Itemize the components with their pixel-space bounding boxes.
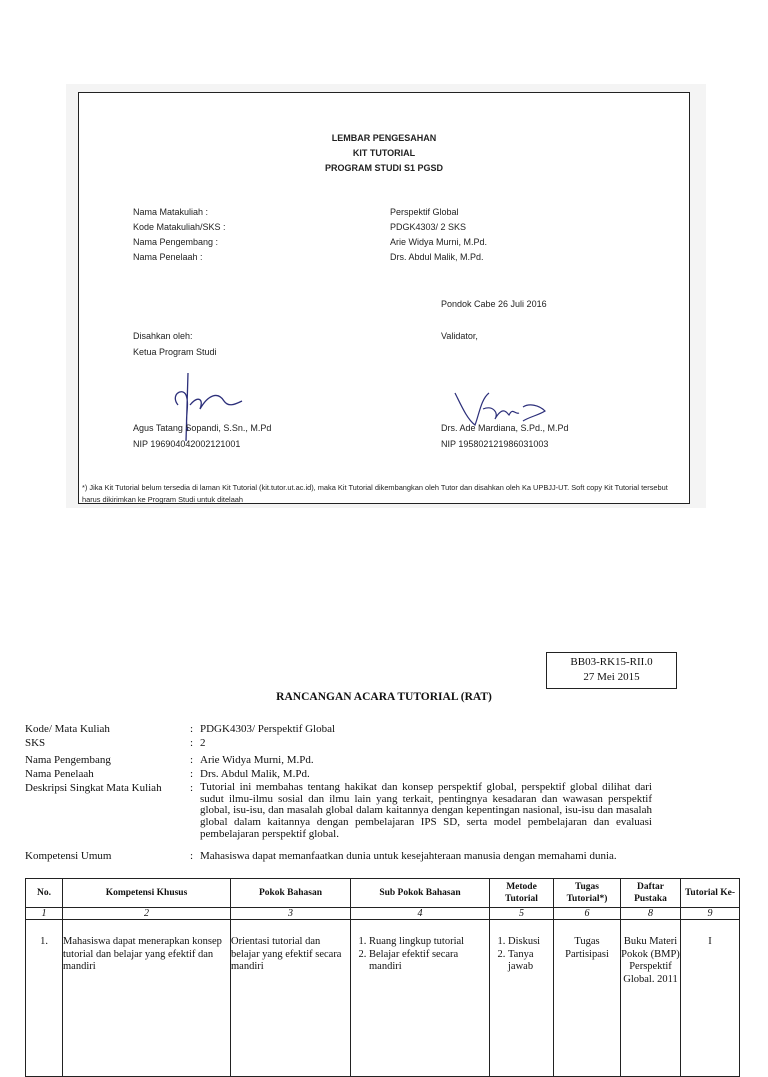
col-number: 8 <box>621 908 681 920</box>
meta-value: Arie Widya Murni, M.Pd. <box>200 754 314 766</box>
meta-colon: : <box>190 768 194 780</box>
col-number: 4 <box>351 908 490 920</box>
meta-value: Mahasiswa dapat memanfaatkan dunia untuk kesejahteraan manusia dengan memahami dunia. <box>200 850 617 862</box>
header-pokok: Pokok Bahasan <box>231 879 351 908</box>
field-value-penelaah: Drs. Abdul Malik, M.Pd. <box>390 252 484 262</box>
approval-frame <box>78 92 690 504</box>
meta-colon: : <box>190 850 194 862</box>
field-value-pengembang: Arie Widya Murni, M.Pd. <box>390 237 488 247</box>
validator-label: Validator, <box>441 331 478 341</box>
approval-footnote: *) Jika Kit Tutorial belum tersedia di laman Kit Tutorial (kit.tutor.ut.ac.id), maka Kit Tutorial dikembangkan oleh Tutor dan disahkan oleh Ka UPBJJ-UT. Soft copy Kit Tutorial tersebut harus dikirimkan ke Program Studi untuk ditelaah <box>82 483 668 504</box>
approval-sheet <box>66 84 706 508</box>
meta-value: PDGK4303/ Perspektif Global <box>200 723 336 735</box>
list-item: 1. Ruang lingkup tutorial <box>369 936 489 949</box>
col-number: 5 <box>490 908 554 920</box>
header-kompetensi: Kompetensi Khusus <box>63 879 231 908</box>
sub-pokok-list <box>351 936 489 974</box>
approval-subtitle: KIT TUTORIAL <box>352 148 416 158</box>
cell-tugas: Tugas Partisipasi <box>554 920 621 1077</box>
rat-title: RANCANGAN ACARA TUTORIAL (RAT) <box>276 691 492 703</box>
meta-colon: : <box>190 754 194 766</box>
header-pustaka: Daftar Pustaka <box>621 879 681 908</box>
approver-role: Ketua Program Studi <box>133 347 217 357</box>
course-description: Tutorial ini membahas tentang hakikat dan konsep perspektif global, perspektif global dilihat dari sudut ilmu-ilmu sosial dan ilmu lain yang terkait, pentingnya kesadaran dan wawasan perspektif global, isu-isu, dan masalah global dalam kaitannya dengan kepentingan nasional, isu-isu dan masalah global dalam kaitannya dengan pembelajaran IPS SD, serta model pembelajaran dan evaluasi pembelajaran perspektif global. <box>200 781 652 840</box>
approval-program: PROGRAM STUDI S1 PGSD <box>324 163 443 173</box>
cell-metode <box>490 920 554 1077</box>
cell-no: 1. <box>26 920 63 1077</box>
approver-nip: NIP 196904042002121001 <box>133 439 241 449</box>
meta-label: Deskripsi Singkat Mata Kuliah <box>25 782 162 794</box>
rat-table <box>25 878 740 1077</box>
field-label-kode: Kode Matakuliah/SKS : <box>133 222 226 232</box>
validator-nip: NIP 195802121986031003 <box>441 439 549 449</box>
document-code: BB03-RK15-RII.0 <box>570 656 653 668</box>
document-date: 27 Mei 2015 <box>583 671 640 683</box>
meta-label: Kode/ Mata Kuliah <box>25 723 110 735</box>
meta-colon: : <box>190 782 194 794</box>
cell-pokok: Orientasi tutorial dan belajar yang efektif secara mandiri <box>231 920 351 1077</box>
meta-value: 2 <box>200 737 206 749</box>
meta-label: Nama Pengembang <box>25 754 111 766</box>
place-date: Pondok Cabe 26 Juli 2016 <box>441 299 547 309</box>
col-number: 2 <box>63 908 231 920</box>
col-number: 1 <box>26 908 63 920</box>
header-metode: Metode Tutorial <box>490 879 554 908</box>
col-number: 9 <box>681 908 740 920</box>
meta-label: Nama Penelaah <box>25 768 94 780</box>
table-row <box>26 920 740 1077</box>
column-number-row <box>26 908 740 920</box>
approved-by-label: Disahkan oleh: <box>133 331 193 341</box>
metode-list <box>490 936 553 974</box>
header-ke: Tutorial Ke- <box>681 879 740 908</box>
approval-title: LEMBAR PENGESAHAN <box>331 133 437 143</box>
meta-colon: : <box>190 737 194 749</box>
meta-value: Drs. Abdul Malik, M.Pd. <box>200 768 310 780</box>
cell-pustaka: Buku Materi Pokok (BMP) Perspektif Global. 2011 <box>621 920 681 1077</box>
cell-kompetensi: Mahasiswa dapat menerapkan konsep tutorial dan belajar yang efektif dan mandiri <box>63 920 231 1077</box>
field-label-penelaah: Nama Penelaah : <box>133 252 203 262</box>
meta-label: Kompetensi Umum <box>25 850 112 862</box>
field-label-pengembang: Nama Pengembang : <box>133 237 219 247</box>
cell-ke: I <box>681 920 740 1077</box>
header-tugas: Tugas Tutorial*) <box>554 879 621 908</box>
table-header-row <box>26 879 740 908</box>
field-value-kode: PDGK4303/ 2 SKS <box>390 222 467 232</box>
validator-name: Drs. Ade Mardiana, S.Pd., M.Pd <box>441 423 569 433</box>
meta-colon: : <box>190 723 194 735</box>
field-label-matakuliah: Nama Matakuliah : <box>133 207 209 217</box>
approver-name: Agus Tatang Sopandi, S.Sn., M.Pd <box>133 423 272 433</box>
col-number: 3 <box>231 908 351 920</box>
header-sub-pokok: Sub Pokok Bahasan <box>351 879 490 908</box>
list-item: 2. Belajar efektif secara mandiri <box>369 949 489 974</box>
field-value-matakuliah: Perspektif Global <box>390 207 459 217</box>
meta-label: SKS <box>25 737 46 749</box>
col-number: 6 <box>554 908 621 920</box>
cell-sub-pokok <box>351 920 490 1077</box>
header-no: No. <box>26 879 63 908</box>
list-item: 1. Diskusi <box>508 936 553 949</box>
document-code-box <box>546 652 677 689</box>
list-item: 2. Tanya jawab <box>508 949 553 974</box>
